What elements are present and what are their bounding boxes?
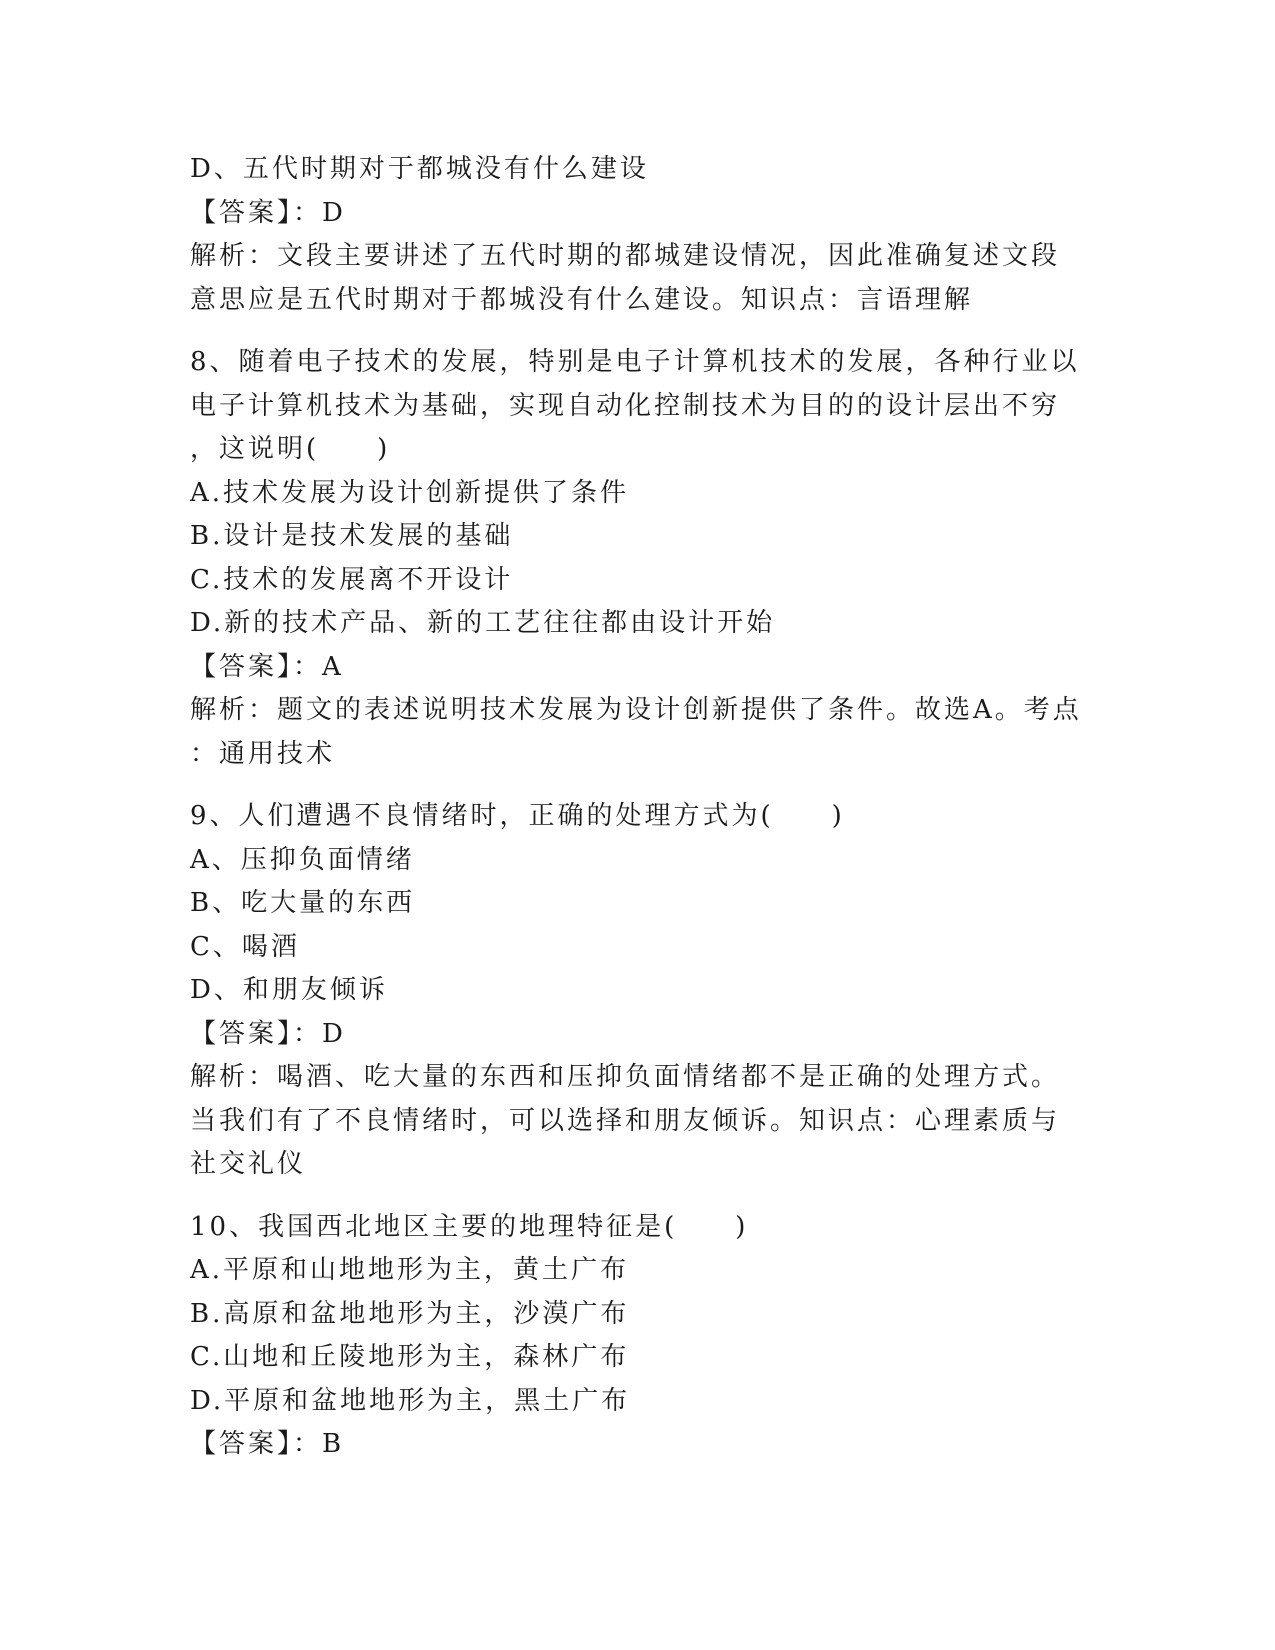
q10-option-a: A.平原和山地地形为主，黄土广布 [190, 1255, 630, 1285]
q8-option-c: C.技术的发展离不开设计 [190, 564, 514, 595]
question-spacer [190, 1187, 1090, 1206]
q8-analysis-line: 解析：题文的表述说明技术发展为设计创新提供了条件。故选A。考点 [190, 695, 1082, 725]
q9-stem-line: 9、人们遭遇不良情绪时，正确的处理方式为( ) [190, 801, 845, 831]
q9-option-a: A、压抑负面情绪 [190, 844, 415, 875]
q7-analysis-line: 意思应是五代时期对于都城没有什么建设。知识点：言语理解 [190, 284, 974, 315]
q10-stem-line: 10、我国西北地区主要的地理特征是( ) [190, 1211, 749, 1242]
q9-analysis-line: 解析：喝酒、吃大量的东西和压抑负面情绪都不是正确的处理方式。 [190, 1062, 1061, 1092]
q10-option-c: C.山地和丘陵地形为主，森林广布 [190, 1342, 630, 1372]
q9-option-d: D、和朋友倾诉 [190, 975, 388, 1005]
q7-option-d: D、五代时期对于都城没有什么建设 [190, 154, 649, 184]
q9-analysis-line: 社交礼仪 [190, 1149, 307, 1179]
q10-option-b: B.高原和盆地地形为主，沙漠广布 [190, 1298, 630, 1329]
q9-option-b: B、吃大量的东西 [190, 888, 416, 918]
q7-analysis-line: 解析：文段主要讲述了五代时期的都城建设情况，因此准确复述文段 [190, 241, 1061, 271]
q8-option-d: D.新的技术产品、新的工艺往往都由设计开始 [190, 608, 776, 638]
document-content [190, 148, 1090, 1467]
q8-answer: 【答案】：A [190, 651, 344, 682]
q9-option-c: C、喝酒 [190, 931, 300, 962]
q8-stem-line: 电子计算机技术为基础，实现自动化控制技术为目的的设计层出不穷 [190, 390, 1061, 421]
q8-option-a: A.技术发展为设计创新提供了条件 [190, 477, 630, 508]
q8-option-b: B.设计是技术发展的基础 [190, 521, 514, 551]
q9-analysis-line: 当我们有了不良情绪时，可以选择和朋友倾诉。知识点：心理素质与 [190, 1105, 1061, 1136]
question-spacer [190, 776, 1090, 795]
q10-answer: 【答案】：B [190, 1429, 345, 1459]
q10-option-d: D.平原和盆地地形为主，黑土广布 [190, 1385, 631, 1416]
question-spacer [190, 322, 1090, 341]
q9-answer: 【答案】：D [190, 1018, 346, 1049]
q7-answer: 【答案】：D [190, 197, 346, 228]
q8-analysis-line: ：通用技术 [190, 738, 336, 769]
q8-stem-line: ，这说明( ) [190, 434, 391, 464]
q8-stem-line: 8、随着电子技术的发展，特别是电子计算机技术的发展，各种行业以 [190, 347, 1080, 377]
